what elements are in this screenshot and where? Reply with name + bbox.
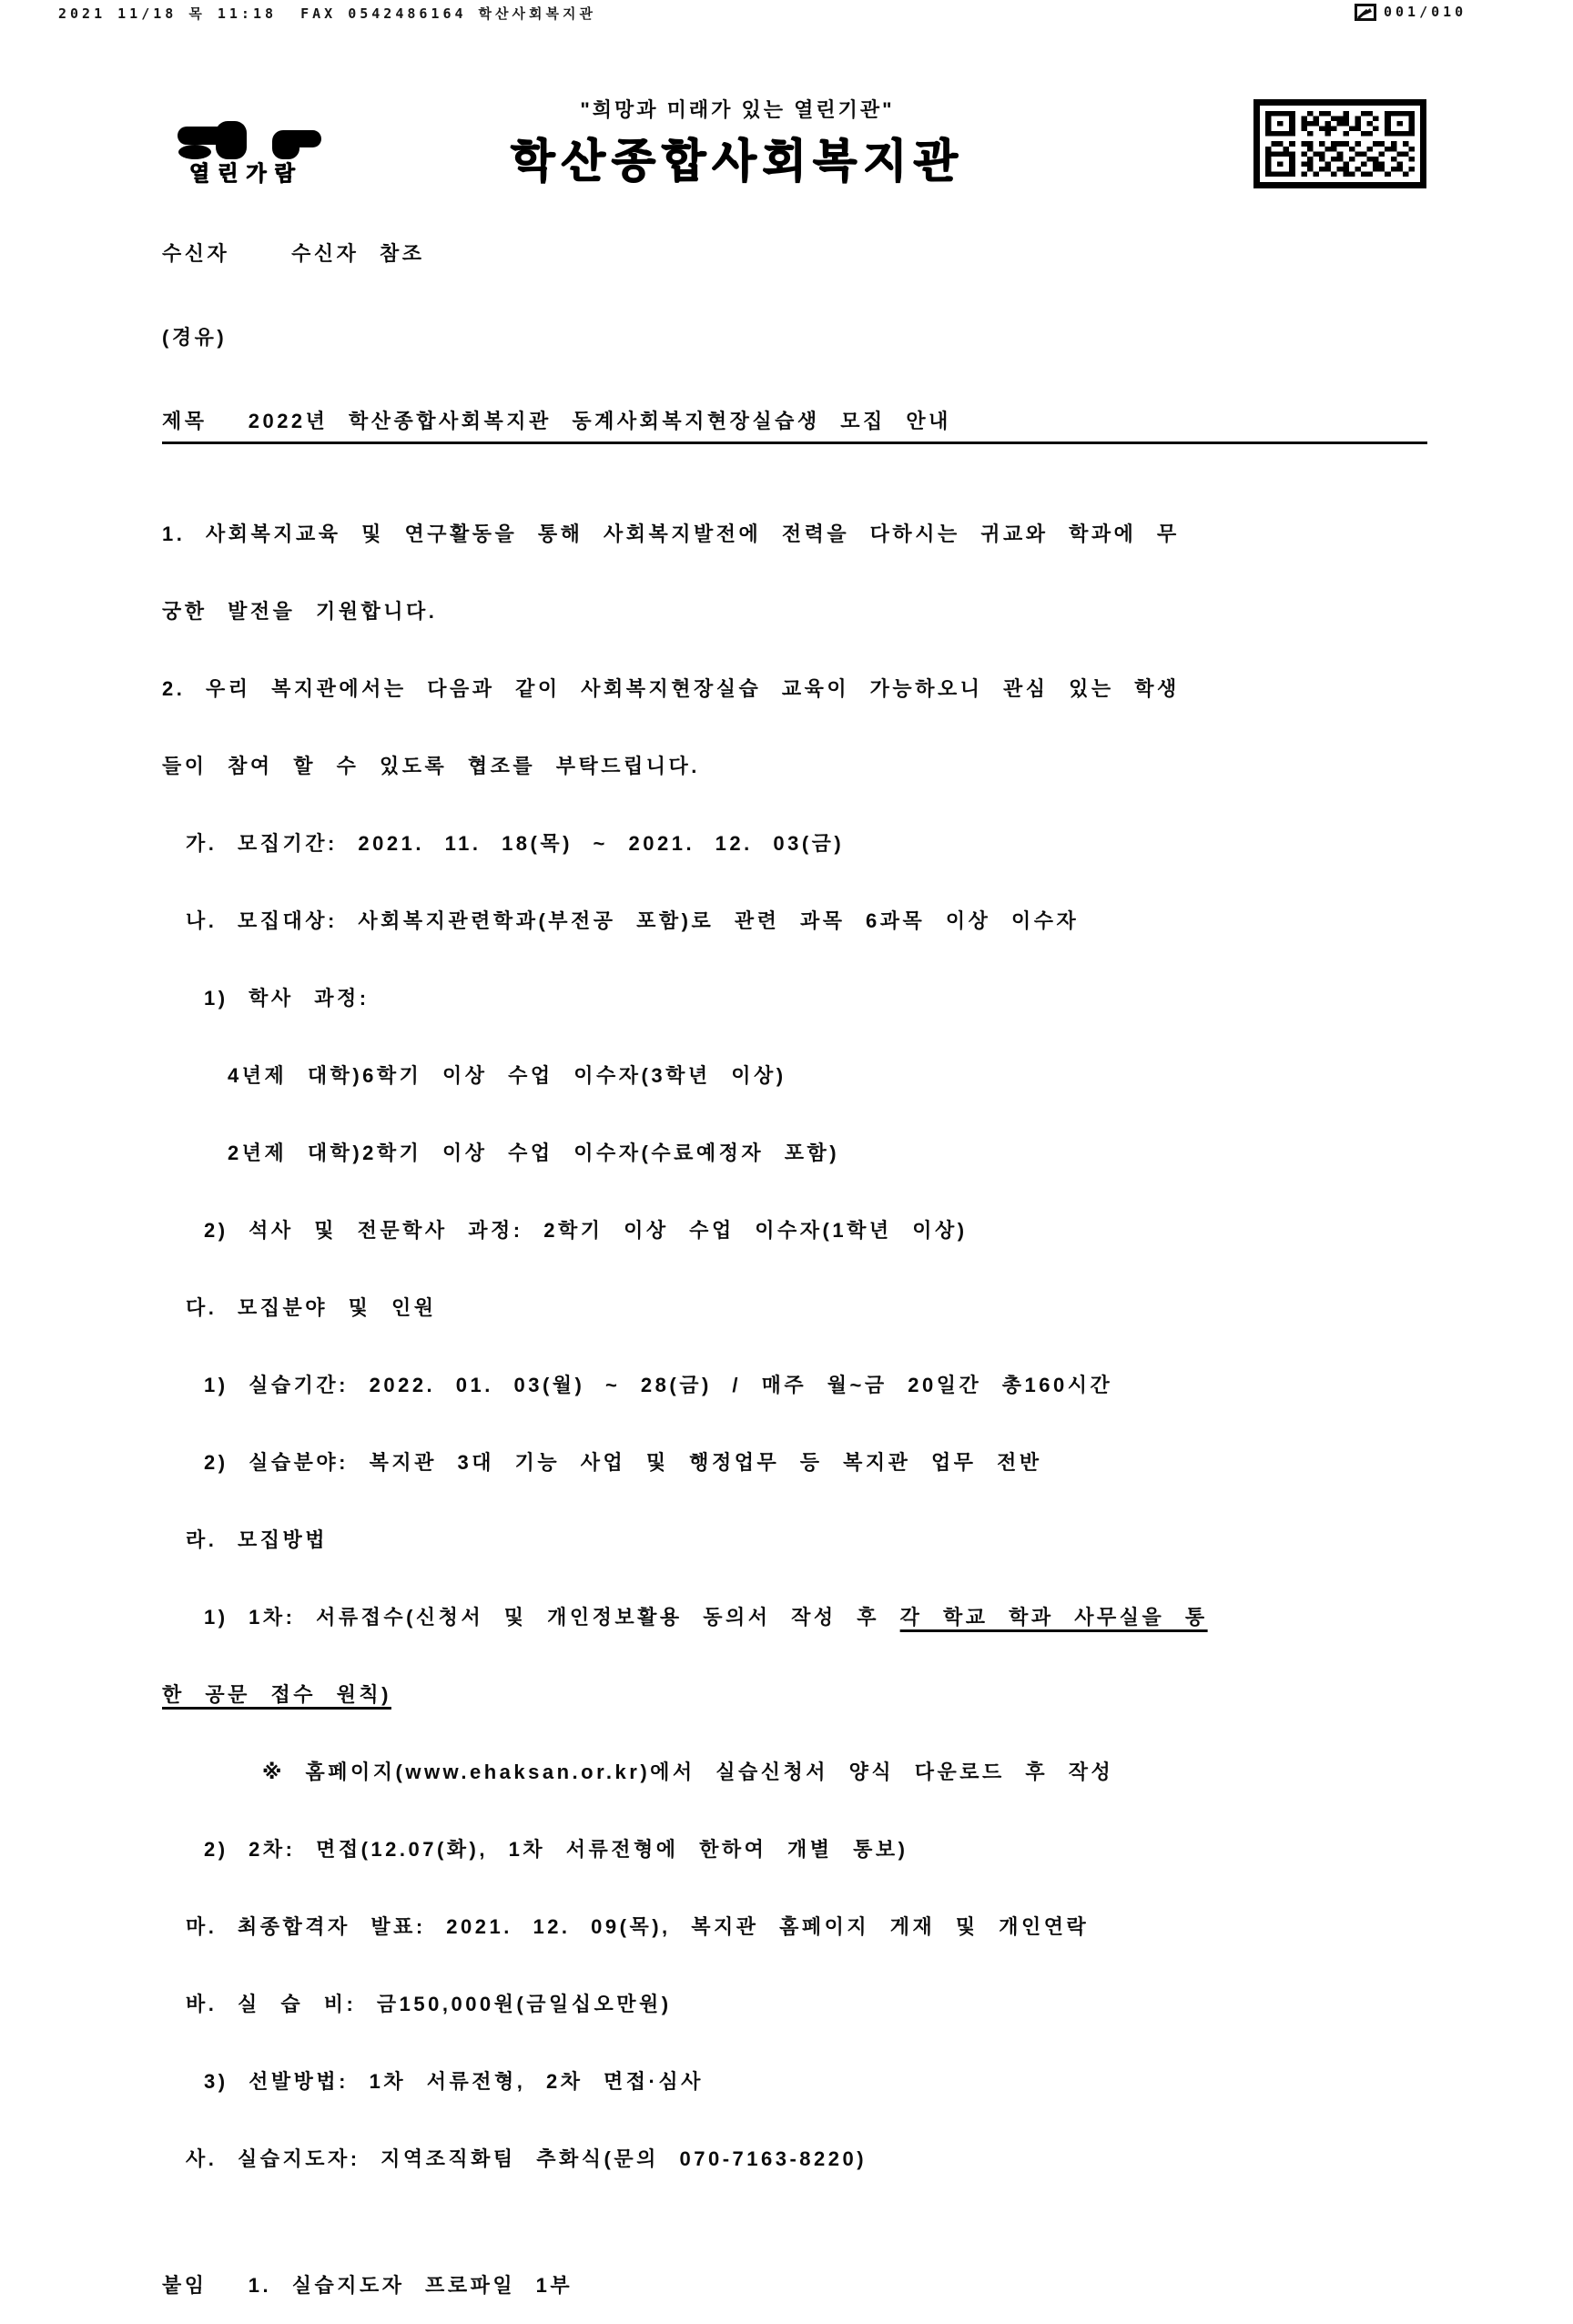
- fax-page-indicator: 001/010: [1384, 4, 1467, 20]
- body-line: 사. 실습지도자: 지역조직화팀 추화식(문의 070-7163-8220): [186, 2147, 868, 2170]
- body-line: 2. 우리 복지관에서는 다음과 같이 사회복지현장실습 교육이 가능하오니 관심 있는 학생: [162, 677, 1180, 700]
- org-name: 학산종합사회복지관: [511, 136, 964, 187]
- body-line: 들이 참여 할 수 있도록 협조를 부탁드립니다.: [162, 755, 700, 777]
- body-line: 2년제 대학)2학기 이상 수업 이수자(수료예정자 포함): [228, 1142, 840, 1164]
- body-line: 나. 모집대상: 사회복지관련학과(부전공 포함)로 관련 과목 6과목 이상 이수자: [186, 909, 1080, 932]
- underlined-text: 각 학교 학과 사무실을 통: [899, 1606, 1208, 1629]
- body-line: 가. 모집기간: 2021. 11. 18(목) ~ 2021. 12. 03(금): [186, 832, 845, 855]
- org-slogan: "희망과 미래가 있는 열린기관": [580, 98, 895, 121]
- recipient-line: 수신자 수신자 참조: [162, 242, 425, 265]
- body-line: ※ 홈페이지(www.ehaksan.or.kr)에서 실습신청서 양식 다운로드 후 작성: [262, 1761, 1114, 1783]
- fax-document-body: [162, 193, 1427, 2324]
- body-line: 3) 선발방법: 1차 서류전형, 2차 면접·심사: [204, 2070, 704, 2093]
- body-line: 1) 학사 과정:: [204, 987, 370, 1010]
- subject-line: 제목 2022년 학산종합사회복지관 동계사회복지현장실습생 모집 안내: [162, 408, 1427, 444]
- body-line: 2) 실습분야: 복지관 3대 기능 사업 및 행정업무 등 복지관 업무 전반: [204, 1451, 1042, 1474]
- body-line: 바. 실 습 비: 금150,000원(금일십오만원): [186, 1993, 672, 2015]
- body-line: 2) 석사 및 전문학사 과정: 2학기 이상 수업 이수자(1학년 이상): [204, 1219, 968, 1242]
- body-line: [162, 1680, 1427, 1710]
- underlined-text: 한 공문 접수 원칙): [162, 1683, 391, 1706]
- body-line: 라. 모집방법: [186, 1528, 328, 1551]
- body-line: 다. 모집분야 및 인원: [186, 1296, 437, 1319]
- fax-datetime-line: 2021 11/18 목 11:18 FAX 0542486164 학산사회복지관: [58, 5, 596, 22]
- body-line: 2) 2차: 면접(12.07(화), 1차 서류전형에 한하여 개별 통보): [204, 1838, 908, 1861]
- fax-transmission-header: [0, 4, 1573, 25]
- body-line: 1) 1차: 서류접수(신청서 및 개인정보활용 동의서 작성 후 각 학교 학과 사무실을 통: [204, 1606, 1208, 1629]
- body-line: 마. 최종합격자 발표: 2021. 12. 09(목), 복지관 홈페이지 게재 및 개인연락: [186, 1915, 1090, 1938]
- body-line: 1) 실습기간: 2022. 01. 03(월) ~ 28(금) / 매주 월~금 20일간 총160시간: [204, 1374, 1113, 1396]
- via-line: (경유): [162, 326, 228, 349]
- logo-mark: [176, 119, 323, 159]
- logo-caption: 열린가람: [189, 161, 303, 185]
- fax-send-icon: [1355, 4, 1376, 21]
- body-line: 궁한 발전을 기원합니다.: [162, 600, 438, 623]
- body-line: 4년제 대학)6학기 이상 수업 이수자(3학년 이상): [228, 1064, 786, 1087]
- masthead: [455, 95, 1020, 190]
- attachment-line: 붙임 1. 실습지도자 프로파일 1부: [162, 2274, 573, 2297]
- qr-code: [1253, 99, 1426, 188]
- body-line: 1. 사회복지교육 및 연구활동을 통해 사회복지발전에 전력을 다하시는 귀교와 학과에 무: [162, 523, 1180, 545]
